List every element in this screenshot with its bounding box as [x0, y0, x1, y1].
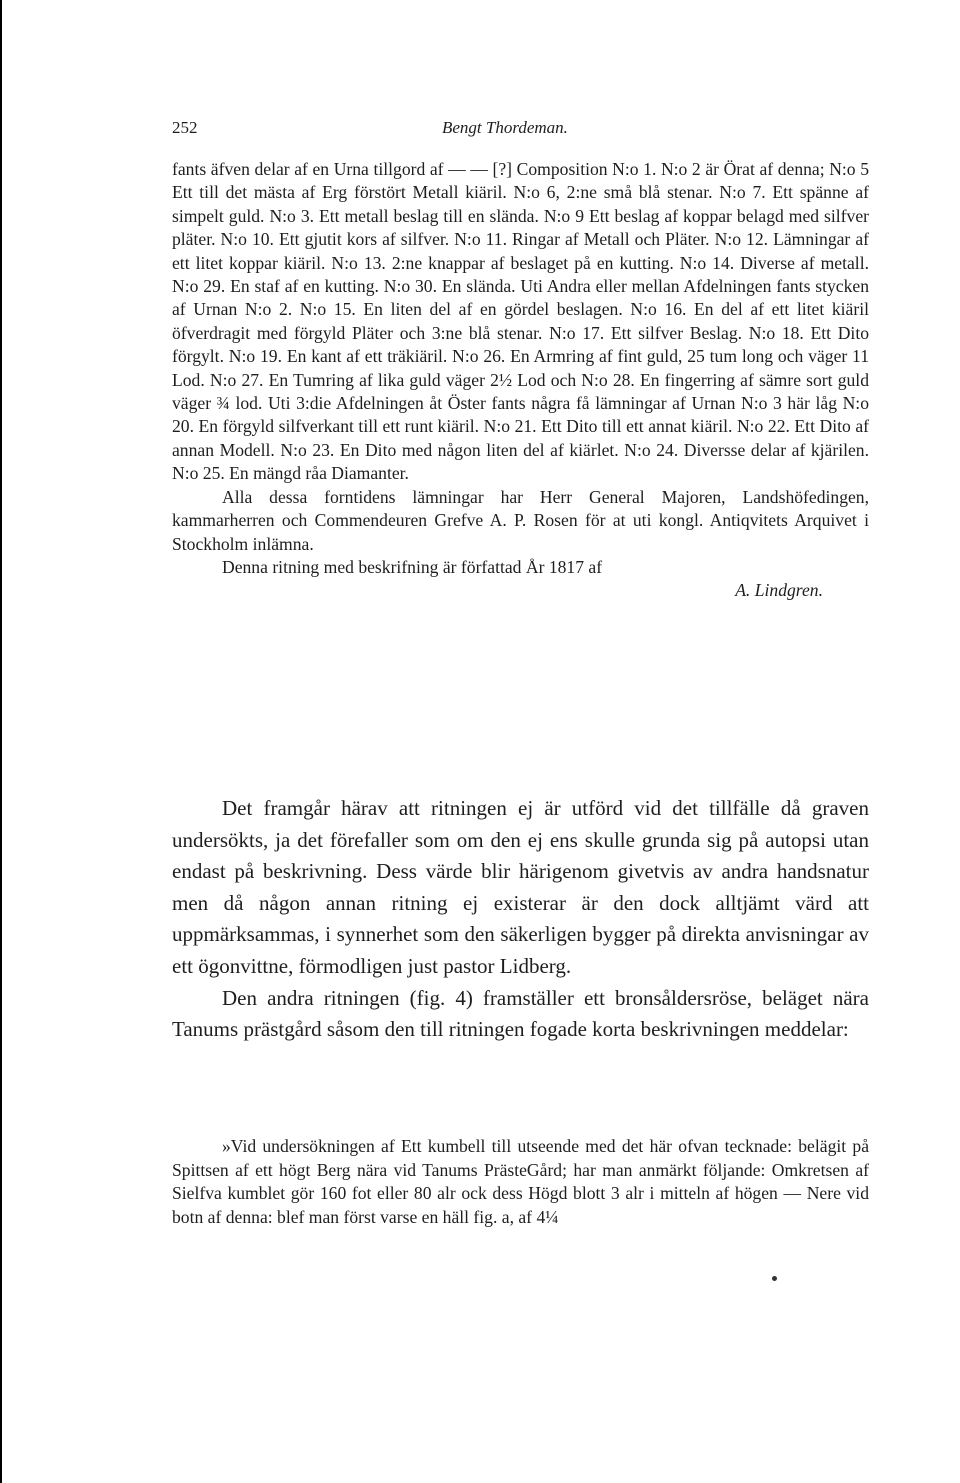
quote-paragraph-2: Alla dessa forntidens lämningar har Herr General Majoren, Landshöfedingen, kammarherren och Commendeuren Grefve A. P. Rosen för at uti kongl. Antiqvitets Arquivet i Stockholm inlämna.	[172, 486, 869, 554]
body-text	[172, 793, 869, 1046]
quote-paragraph-1: fants äfven delar af en Urna tillgord af — — [?] Composition N:o 1. N:o 2 är Örat af denna; N:o 5 Ett till det mästa af Erg förstört Metall kiäril. N:o 6, 2:ne små blå stenar. N:o 7. Ett spänne af simpelt guld. N:o 3. Ett metall beslag till en slända. N:o 9 Ett beslag af koppar belagd med silfver pläter. N:o 10. Ett gjutit kors af silfver. N:o 11. Ringar af Metall och Pläter. N:o 12. Lämningar af ett litet koppar kiäril. N:o 13. 2:ne knappar af beslaget på en kutting. N:o 14. Diverse af metall. N:o 29. En staf af en kutting. N:o 30. En slända. Uti Andra eller mellan Afdelningen fants stycken af Urnan N:o 2. N:o 15. En liten del af en gördel beslagen. N:o 16. En del af ett litet kiäril öfverdragit med förgyld Pläter och 3:ne blå stenar. N:o 17. Ett silfver Beslag. N:o 18. Ett Dito förgylt. N:o 19. En kant af ett träkiäril. N:o 26. En Armring af fint guld, 25 tum long och väger 11 Lod. N:o 27. En Tumring af lika guld väger 2½ Lod och N:o 28. En fingerring af sämre sort guld väger ¾ lod. Uti 3:die Afdelningen åt Öster fants några få lämningar af Urnan N:o 3 här låg N:o 20. En förgyld silfverkant till ett runt kiäril. N:o 21. Ett Dito till ett annat kiäril. N:o 22. Ett Dito af annan Modell. N:o 23. En Dito med någon liten del af kiärlet. N:o 24. Diversse delar af kjärilen. N:o 25. En mängd råa Diamanter.	[172, 159, 869, 484]
quote-signature: A. Lindgren.	[735, 580, 823, 601]
body-paragraph-1: Det framgår härav att ritningen ej är utförd vid det tillfälle då graven undersökts, ja det förefaller som om den ej ens skulle grunda sig på autopsi utan endast på beskrivning. Dess värde blir härigenom givetvis av andra handsnatur men då någon annan ritning ej existerar är den dock alltjämt värd att uppmärksammas, i synnerhet som den säkerligen bygger på direkta anvisningar av ett ögonvittne, förmodligen just pastor Lidberg.	[172, 796, 869, 978]
page-number: 252	[172, 118, 198, 137]
body-paragraph-2: Den andra ritningen (fig. 4) framställer ett bronsåldersröse, beläget nära Tanums prästgård såsom den till ritningen fogade korta beskrivningen meddelar:	[172, 985, 869, 1042]
citation-paragraph-1: »Vid undersökningen af Ett kumbell till utseende med det här ofvan tecknade: belägit på Spittsen af ett högt Berg nära vid Tanums PrästeGård; har man anmärkt följande: Omkretsen af Sielfva kumblet gör 160 fot eller 80 alr ock dess Högd blott 3 alr i mitteln af högen — Nere vid botn af denna: blef man först varse en häll fig. a, af 4¼	[172, 1136, 869, 1227]
page-header	[172, 118, 872, 142]
quoted-inventory	[172, 158, 869, 603]
citation-block	[172, 1135, 869, 1229]
speck-mark	[772, 1276, 777, 1281]
quote-paragraph-3: Denna ritning med beskrifning är författad År 1817 af	[222, 556, 603, 577]
running-head: Bengt Thordeman.	[442, 118, 568, 137]
